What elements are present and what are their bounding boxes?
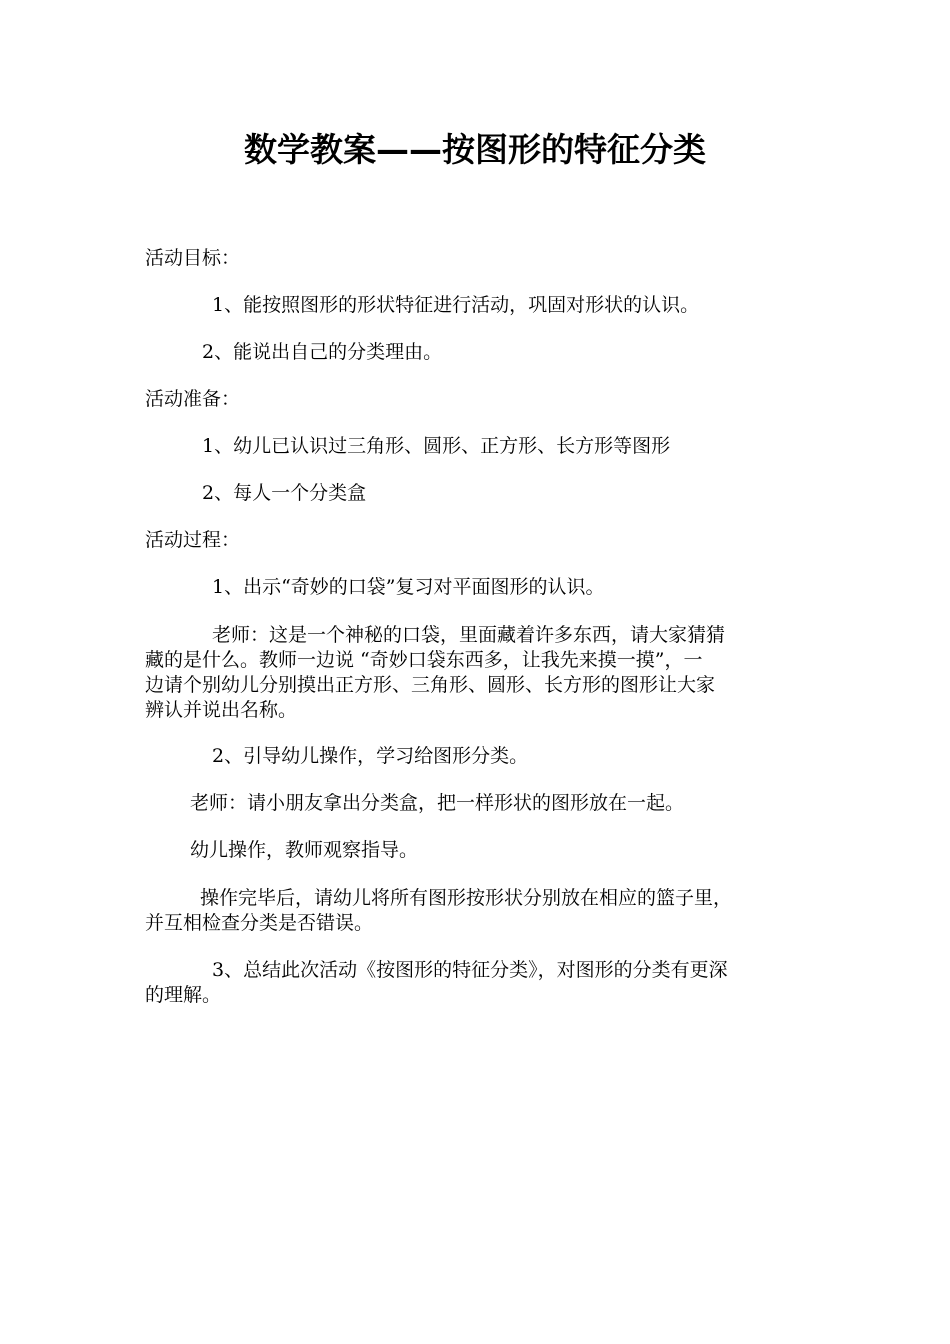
step-2-after-line-2: 并互相检查分类是否错误。 [145,912,374,934]
step-2-teacher: 老师：请小朋友拿出分类盒，把一样形状的图形放在一起。 [190,792,685,814]
process-step-3-line-2: 的理解。 [145,984,222,1006]
goal-item-2: 2、能说出自己的分类理由。 [202,341,443,363]
goals-heading: 活动目标： [145,247,241,269]
step-2-after-line-1: 操作完毕后，请幼儿将所有图形按形状分别放在相应的篮子里， [200,887,733,909]
process-step-1: 1、出示“奇妙的口袋”复习对平面图形的认识。 [212,576,605,598]
process-step-2: 2、引导幼儿操作，学习给图形分类。 [212,745,529,767]
prep-heading: 活动准备： [145,388,241,410]
step-2-children: 幼儿操作，教师观察指导。 [190,839,419,861]
step-1-detail-line-3: 边请个别幼儿分别摸出正方形、三角形、圆形、长方形的图形让大家 [145,674,716,696]
step-1-detail-line-4: 辨认并说出名称。 [145,699,298,721]
prep-item-1: 1、幼儿已认识过三角形、圆形、正方形、长方形等图形 [202,435,671,457]
process-heading: 活动过程： [145,529,241,551]
page-title: 数学教案——按图形的特征分类 [244,130,706,169]
prep-item-2: 2、每人一个分类盒 [202,482,367,504]
goal-item-1: 1、能按照图形的形状特征进行活动，巩固对形状的认识。 [212,294,700,316]
step-1-detail-line-1: 老师：这是一个神秘的口袋，里面藏着许多东西，请大家猜猜 [212,624,726,646]
process-step-3-line-1: 3、总结此次活动《按图形的特征分类》，对图形的分类有更深 [212,959,728,981]
step-1-detail-line-2: 藏的是什么。教师一边说 “奇妙口袋东西多，让我先来摸一摸”，一 [145,649,703,671]
